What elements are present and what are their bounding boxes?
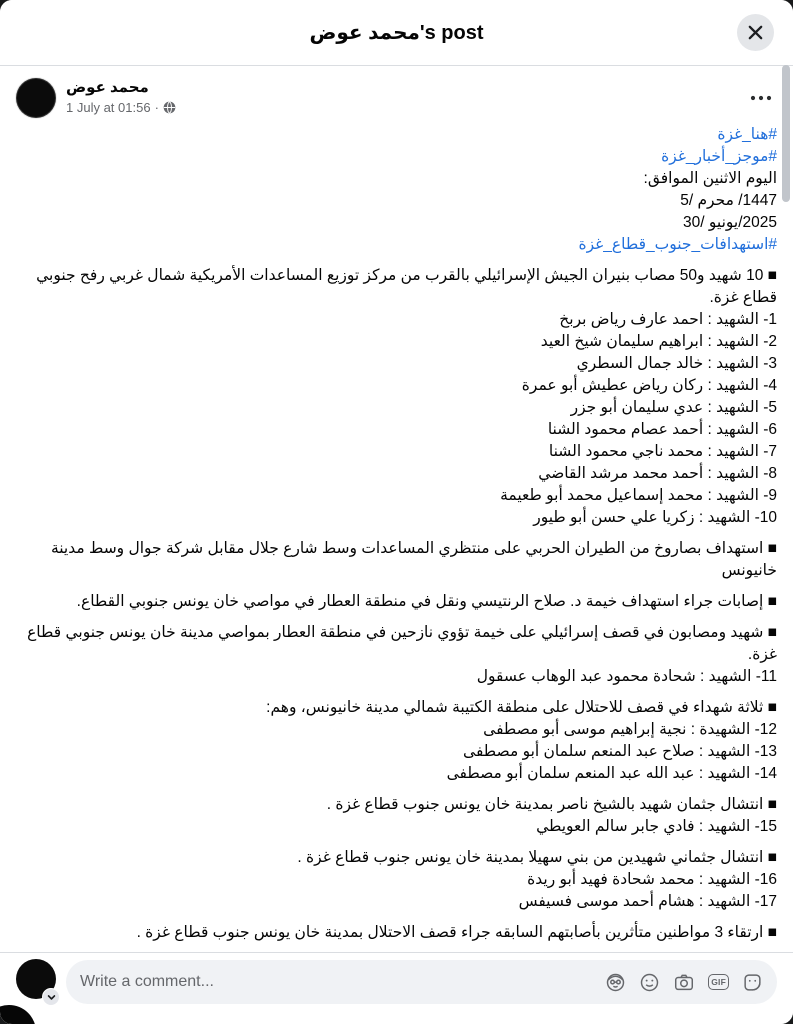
post-text-line: 1- الشهيد : احمد عارف رياض بربخ: [559, 311, 777, 328]
author-name[interactable]: محمد عوض: [66, 79, 149, 96]
post-timestamp[interactable]: 1 July at 01:56: [66, 100, 151, 115]
post-text-line: 10- الشهيد : زكريا علي حسن أبو طيور: [533, 509, 777, 526]
separator-dot: ·: [154, 100, 159, 115]
post-text-line: ■ استهداف بصاروخ من الطيران الحربي على منتظري المساعدات وسط شارع جلال مقابل شركة جوال وسط مدينة خانيونس: [50, 540, 777, 579]
gif-button[interactable]: [708, 974, 729, 990]
post-text-line: 4- الشهيد : ركان رياض عطيش أبو عمرة: [521, 377, 777, 394]
post-text-line: 14- الشهيد : عبد الله عبد المنعم سلمان أبو مصطفى: [446, 765, 777, 782]
gif-icon: GIF: [708, 974, 729, 990]
author-avatar[interactable]: [16, 78, 56, 118]
switch-profile-button[interactable]: [42, 988, 60, 1006]
close-icon: [746, 23, 765, 42]
post-text-line: 7- الشهيد : محمد ناجي محمود الشنا: [548, 443, 777, 460]
timestamp-row: [66, 100, 777, 115]
emoji-button[interactable]: [639, 972, 660, 993]
ellipsis-icon: [749, 94, 773, 102]
sticker-icon: [742, 972, 763, 993]
avatar-sticker-button[interactable]: [605, 972, 626, 993]
post-text-line: اليوم الاثنين الموافق:: [643, 170, 777, 187]
avatar-sticker-icon: [605, 972, 626, 993]
scrollbar-thumb[interactable]: [782, 65, 790, 202]
post-text-line: 6- الشهيد : أحمد عصام محمود الشنا: [547, 421, 777, 438]
post-text-line: 17- الشهيد : هشام أحمد موسى فسيفس: [518, 893, 777, 910]
post-text-line: 11- الشهيد : شحادة محمود عبد الوهاب عسقول: [476, 668, 777, 685]
post-text-line: ■ انتشال جثمان شهيد بالشيخ ناصر بمدينة خان يونس جنوب قطاع غزة .: [326, 796, 777, 813]
post-text-line: ■ إصابات جراء استهداف خيمة د. صلاح الرنتيسي ونقل في منطقة العطار في مواصي خان يونس جنوبي القطاع.: [76, 593, 777, 610]
comment-avatar[interactable]: [16, 959, 56, 999]
emoji-icon: [639, 972, 660, 993]
post-text-line: 3- الشهيد : خالد جمال السطري: [576, 355, 777, 372]
post-text-line: 2- الشهيد : ابراهيم سليمان شيخ العيد: [540, 333, 777, 350]
camera-icon: [673, 972, 695, 993]
dialog-header: [0, 0, 793, 66]
post-author-row: [0, 66, 793, 118]
post-text-line: 2025/يونيو /30: [683, 214, 777, 231]
hashtag-link[interactable]: #موجز_أخبار_غزة: [661, 148, 777, 165]
post-text-line: ■ انتشال جثماني شهيدين من بني سهيلا بمدينة خان يونس جنوب قطاع غزة .: [297, 849, 777, 866]
sticker-button[interactable]: [742, 972, 763, 993]
post-text-line: 15- الشهيد : فادي جابر سالم العويطي: [536, 818, 777, 835]
post-text-line: ■ شهيد ومصابون في قصف إسرائيلي على خيمة تؤوي نازحين في منطقة العطار بمواصي مدينة خان يونس جنوبي قطاع غزة.: [27, 624, 777, 663]
hashtag-link[interactable]: #هنا_غزة: [717, 126, 777, 143]
comment-input[interactable]: [66, 960, 777, 1004]
post-text-line: 1447/ محرم /5: [680, 192, 777, 209]
post-text-line: 13- الشهيد : صلاح عبد المنعم سلمان أبو مصطفى: [463, 743, 777, 760]
more-options-button[interactable]: [745, 90, 777, 106]
close-button[interactable]: [737, 14, 774, 51]
post-text: [0, 118, 793, 944]
camera-button[interactable]: [673, 972, 695, 993]
comment-bar: [0, 952, 793, 1024]
post-text-line: ■ ارتقاء 3 مواطنين متأثرين بأصابتهم السابقه جراء قصف الاحتلال بمدينة خان يونس جنوب قطاع غزة .: [136, 924, 777, 941]
chevron-down-icon: [47, 993, 56, 1002]
comment-actions: [605, 972, 763, 993]
post-text-line: 8- الشهيد : أحمد محمد مرشد القاضي: [538, 465, 777, 482]
author-meta: [66, 78, 777, 115]
post-text-line: 5- الشهيد : عدي سليمان أبو جزر: [570, 399, 777, 416]
dialog-title: محمد عوض's post: [309, 22, 484, 44]
post-text-line: 9- الشهيد : محمد إسماعيل محمد أبو طعيمة: [500, 487, 777, 504]
post-text-line: 12- الشهيدة : نجية إبراهيم موسى أبو مصطفى: [483, 721, 777, 738]
post-text-line: 16- الشهيد : محمد شحادة فهيد أبو ريدة: [527, 871, 777, 888]
post-text-line: ■ ثلاثة شهداء في قصف للاحتلال على منطقة الكتيبة شمالي مدينة خانيونس، وهم:: [266, 699, 777, 716]
post-text-line: ■ 10 شهيد و50 مصاب بنيران الجيش الإسرائيلي بالقرب من مركز توزيع المساعدات الأمريكية شمال غربي رفح جنوبي قطاع غزة.: [36, 267, 777, 306]
globe-icon: [163, 101, 176, 114]
comment-placeholder: Write a comment...: [80, 973, 214, 990]
hashtag-link[interactable]: #استهدافات_جنوب_قطاع_غزة: [578, 236, 777, 253]
